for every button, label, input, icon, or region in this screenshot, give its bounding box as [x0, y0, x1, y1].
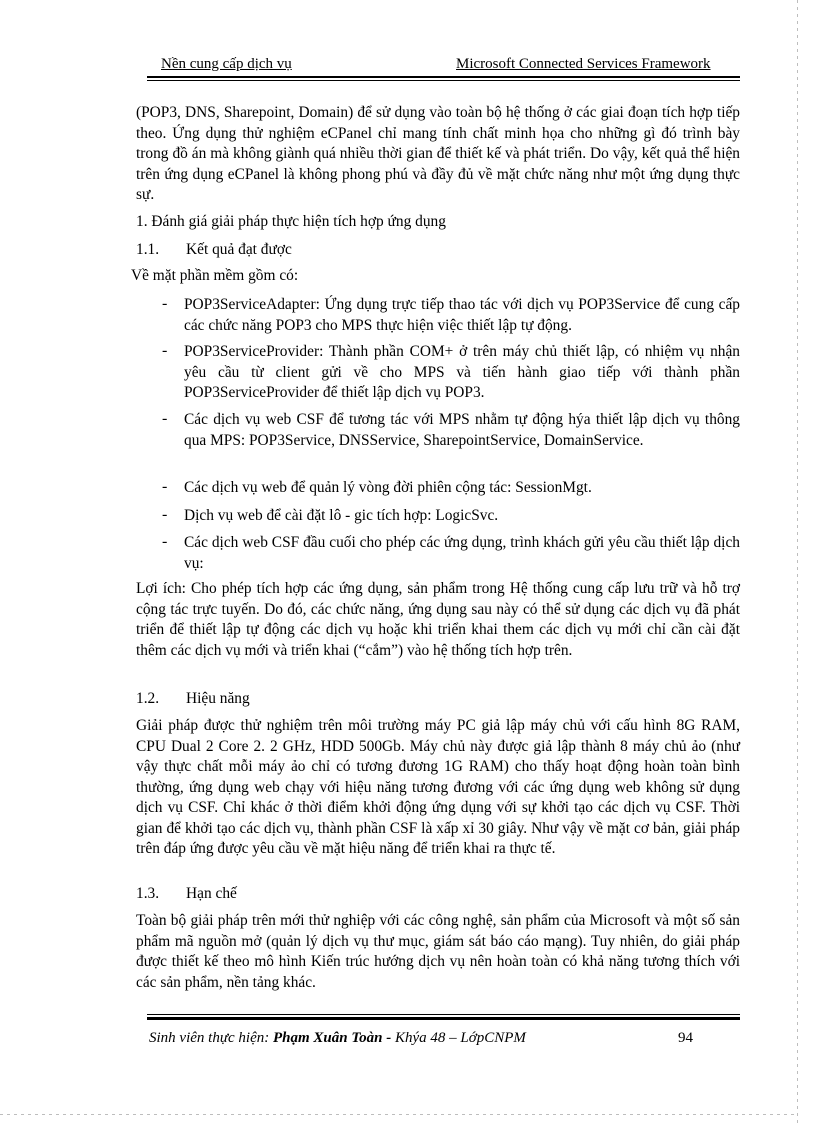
list-item-text: Các dịch vụ web CSF để tương tác với MPS nhằm tự động hýa thiết lập dịch vụ thông qua MPS: POP3Service, DNSService, SharepointService, DomainService. [184, 411, 740, 449]
header-rule [147, 76, 740, 81]
list-item [162, 478, 740, 499]
list-item [162, 342, 740, 404]
section-1-2-heading [136, 689, 250, 709]
software-intro: Về mặt phần mềm gồm có: [131, 267, 299, 284]
list-item-text: Dịch vụ web để cài đặt lô - gic tích hợp: LogicSvc. [184, 507, 499, 524]
bullet-dash: - [162, 506, 168, 523]
list-item-text: POP3ServiceAdapter: Ứng dụng trực tiếp thao tác với dịch vụ POP3Service để cung cấp các chức năng POP3 cho MPS thực hiện việc thiết lập tự động. [184, 296, 740, 334]
section-1-2-number: 1.2. [136, 690, 160, 707]
section-1-2-title: Hiệu năng [186, 690, 250, 707]
section-1-1-number: 1.1. [136, 241, 160, 258]
section-1-3-number: 1.3. [136, 885, 160, 902]
section-1-1-title: Kết quả đạt được [186, 241, 292, 258]
footer-rule [147, 1014, 740, 1020]
bullet-dash: - [162, 410, 168, 427]
bullet-dash: - [162, 478, 168, 495]
footer-student-name: Phạm Xuân Toàn - [272, 1030, 392, 1046]
section-1-3-title: Hạn chế [186, 885, 237, 902]
list-item [162, 506, 740, 527]
page-edge-right [797, 0, 798, 1123]
page-edge-bottom [0, 1114, 797, 1115]
bullet-dash: - [162, 533, 168, 550]
bullet-dash: - [162, 295, 168, 312]
section-1-heading: 1. Đánh giá giải pháp thực hiện tích hợp ứng dụng [136, 213, 446, 230]
list-item-text: Các dịch vụ web để quản lý vòng đời phiên cộng tác: SessionMgt. [184, 479, 592, 496]
performance-paragraph: Giải pháp được thử nghiệm trên môi trường máy PC giả lập máy chủ với cấu hình 8G RAM, CPU Dual 2 Core 2. 2 GHz, HDD 500Gb. Máy chủ này được giả lập thành 8 máy chủ ảo (như vậy thực chất mỗi máy ảo chỉ có tương đương 1G RAM) cho thấy hoạt động hoàn toàn bình thường, ứng dụng web chạy với hiệu năng tương đương với các ứng dụng web không sử dụng dịch vụ CSF. Chỉ khác ở thời điểm khởi động ứng dụng với sự khởi tạo các dịch vụ CSF. Thời gian để khởi tạo các dịch vụ, thành phần CSF là xấp xỉ 30 giây. Như vậy về mặt cơ bản, giải pháp trên đáp ứng được yêu cầu về mặt hiệu năng để triển khai ra thực tế. [136, 717, 740, 857]
footer-prefix: Sinh viên thực hiện: [149, 1030, 273, 1046]
header-left-title: Nền cung cấp dịch vụ [161, 56, 292, 72]
list-item [162, 295, 740, 336]
list-item-text: POP3ServiceProvider: Thành phần COM+ ở trên máy chủ thiết lập, có nhiệm vụ nhận yêu cầu từ client gửi về cho MPS và tiến hành giao tiếp với thành phần POP3ServiceProvider để thiết lập dịch vụ POP3. [184, 343, 740, 401]
limitation-paragraph: Toàn bộ giải pháp trên mới thử nghiệp với các công nghệ, sản phẩm của Microsoft và một số sản phẩm mã nguồn mở (quản lý dịch vụ thư mục, giám sát báo cáo mạng). Tuy nhiên, do giải pháp được thiết kế theo mô hình Kiến trúc hướng dịch vụ nên hoàn toàn có khả năng tương thích với các sản phẩm, nền tảng khác. [136, 912, 740, 991]
benefit-paragraph: Lợi ích: Cho phép tích hợp các ứng dụng, sản phẩm trong Hệ thống cung cấp lưu trữ và hỗ trợ cộng tác trực tuyến. Do đó, các chức năng, ứng dụng sau này có thể sử dụng các dịch vụ đã phát triển để thiết lập tự động các dịch vụ hoặc khi triển khai them các dịch vụ mới chỉ cần cài đặt thêm các dịch vụ mới và triển khai (“cắm”) vào hệ thống tích hợp trên. [136, 580, 740, 659]
list-item-text: Các dịch web CSF đầu cuối cho phép các ứng dụng, trình khách gửi yêu cầu thiết lập dịch vụ: [184, 534, 740, 572]
footer-class: Khýa 48 – LớpCNPM [391, 1030, 526, 1046]
list-item [162, 533, 740, 574]
bullet-dash: - [162, 342, 168, 359]
section-1-3-heading [136, 884, 237, 904]
footer-author [149, 1030, 526, 1047]
header-right-title: Microsoft Connected Services Framework [456, 56, 711, 72]
page-number: 94 [678, 1030, 693, 1046]
list-item [162, 410, 740, 451]
section-1-1-heading [136, 240, 292, 260]
intro-paragraph: (POP3, DNS, Sharepoint, Domain) để sử dụng vào toàn bộ hệ thống ở các giai đoạn tích hợp tiếp theo. Ứng dụng thử nghiệm eCPanel chỉ mang tính chất minh họa cho những gì đó trình bày trong đồ án mà không giành quá nhiều thời gian để thiết kế và phát triển. Do vậy, kết quả thể hiện trên ứng dụng eCPanel là không phong phú và đầy đủ về mặt chức năng như một ứng dụng thực sự. [136, 104, 740, 203]
